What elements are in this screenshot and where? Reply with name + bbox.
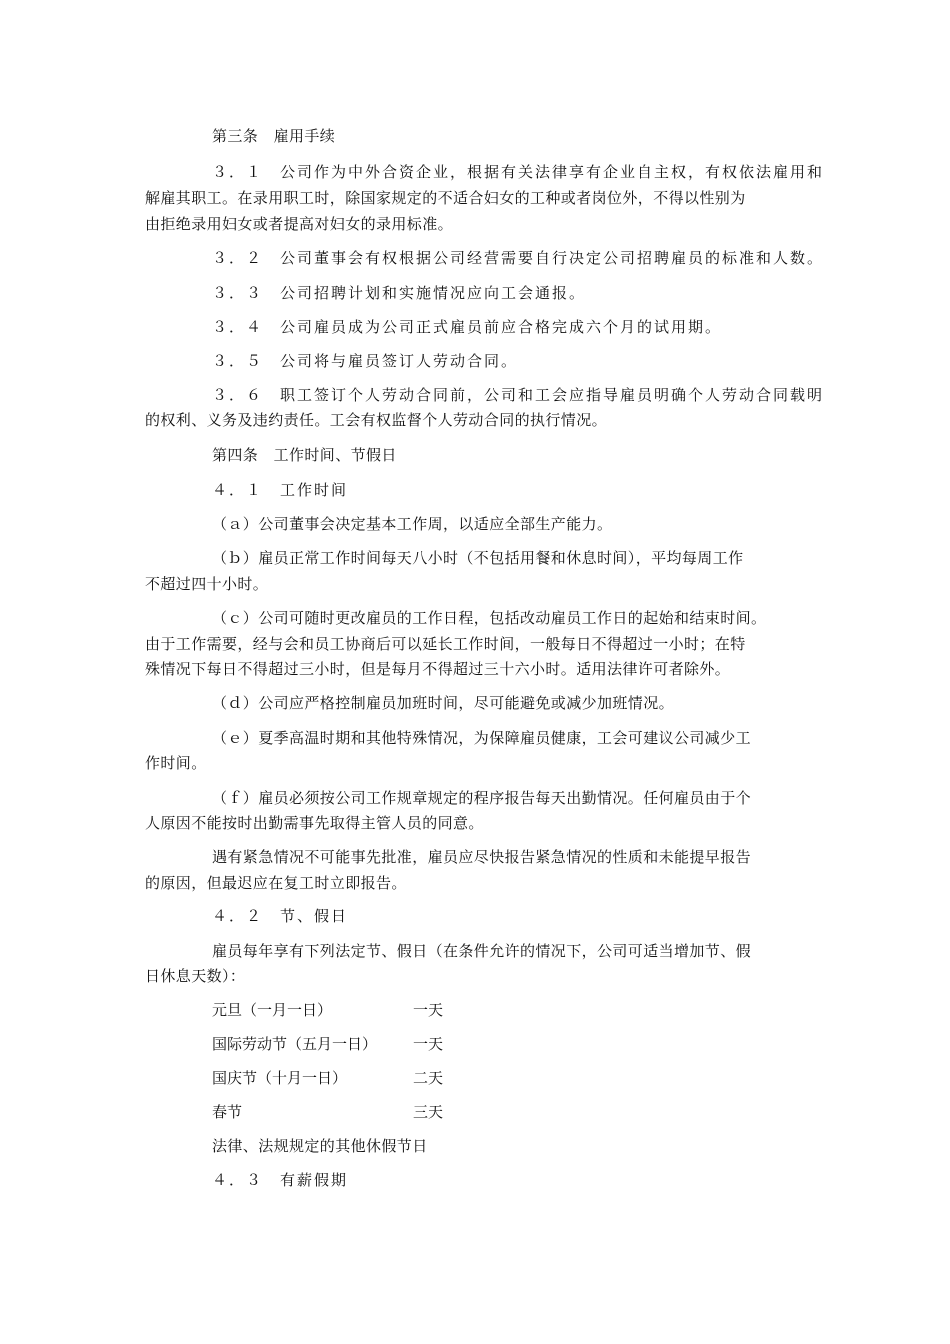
clause-3-6-line1: ３．６ 职工签订个人劳动合同前，公司和工会应指导雇员明确个人劳动合同载明 [212, 386, 825, 404]
clause-3-5: ３．５ 公司将与雇员签订人劳动合同。 [212, 352, 519, 370]
clause-3-1-line3: 由拒绝录用妇女或者提高对妇女的录用标准。 [145, 215, 454, 233]
clause-3-1-line1: ３．１ 公司作为中外合资企业，根据有关法律享有企业自主权，有权依法雇用和 [212, 163, 825, 181]
item-f-line2: 人原因不能按时出勤需事先取得主管人员的同意。 [145, 814, 484, 832]
clause-4-3-heading: ４．３ 有薪假期 [212, 1171, 349, 1189]
item-e-line1: （ｅ）夏季高温时期和其他特殊情况，为保障雇员健康，工会可建议公司减少工 [212, 729, 752, 747]
holiday-name: 春节 [212, 1103, 243, 1121]
holidays-intro-line1: 雇员每年享有下列法定节、假日（在条件允许的情况下，公司可适当增加节、假 [212, 942, 752, 960]
article3-heading: 第三条 雇用手续 [212, 127, 336, 145]
clause-3-3: ３．３ 公司招聘计划和实施情况应向工会通报。 [212, 284, 587, 302]
item-d: （ｄ）公司应严格控制雇员加班时间，尽可能避免或减少加班情况。 [212, 694, 675, 712]
clause-4-2-heading: ４．２ 节、假日 [212, 907, 349, 925]
holiday-name: 国庆节（十月一日） [212, 1069, 348, 1087]
holiday-name: 元旦（一月一日） [212, 1001, 333, 1019]
item-c-line3: 殊情况下每日不得超过三小时，但是每月不得超过三十六小时。适用法律许可者除外。 [145, 660, 731, 678]
holiday-days: 二天 [413, 1069, 444, 1087]
item-f-line1: （ｆ）雇员必须按公司工作规章规定的程序报告每天出勤情况。任何雇员由于个 [212, 789, 752, 807]
holiday-name: 国际劳动节（五月一日） [212, 1035, 378, 1053]
clause-4-1-heading: ４．１ 工作时间 [212, 481, 349, 499]
item-a: （ａ）公司董事会决定基本工作周，以适应全部生产能力。 [212, 515, 613, 533]
item-b-line1: （ｂ）雇员正常工作时间每天八小时（不包括用餐和休息时间），平均每周工作 [212, 549, 744, 567]
emergency-line2: 的原因，但最迟应在复工时立即报告。 [145, 874, 407, 892]
clause-3-1-line2: 解雇其职工。在录用职工时，除国家规定的不适合妇女的工种或者岗位外，不得以性别为 [145, 189, 746, 207]
clause-3-2: ３．２ 公司董事会有权根据公司经营需要自行决定公司招聘雇员的标准和人数。 [212, 249, 825, 267]
item-c-line2: 由于工作需要，经与会和员工协商后可以延长工作时间，一般每日不得超过一小时；在特 [145, 635, 746, 653]
item-e-line2: 作时间。 [145, 754, 207, 772]
item-c-line1: （ｃ）公司可随时更改雇员的工作日程，包括改动雇员工作日的起始和结束时间。 [212, 609, 767, 627]
article4-heading: 第四条 工作时间、节假日 [212, 446, 397, 464]
clause-3-4: ３．４ 公司雇员成为公司正式雇员前应合格完成六个月的试用期。 [212, 318, 723, 336]
holiday-days: 一天 [413, 1035, 444, 1053]
holiday-days: 一天 [413, 1001, 444, 1019]
other-holidays: 法律、法规规定的其他休假节日 [212, 1137, 428, 1155]
item-b-line2: 不超过四十小时。 [145, 575, 269, 593]
clause-3-6-line2: 的权利、义务及违约责任。工会有权监督个人劳动合同的执行情况。 [145, 411, 608, 429]
emergency-line1: 遇有紧急情况不可能事先批准，雇员应尽快报告紧急情况的性质和未能提早报告 [212, 848, 752, 866]
holiday-days: 三天 [413, 1103, 444, 1121]
holidays-intro-line2: 日休息天数）： [145, 967, 246, 985]
